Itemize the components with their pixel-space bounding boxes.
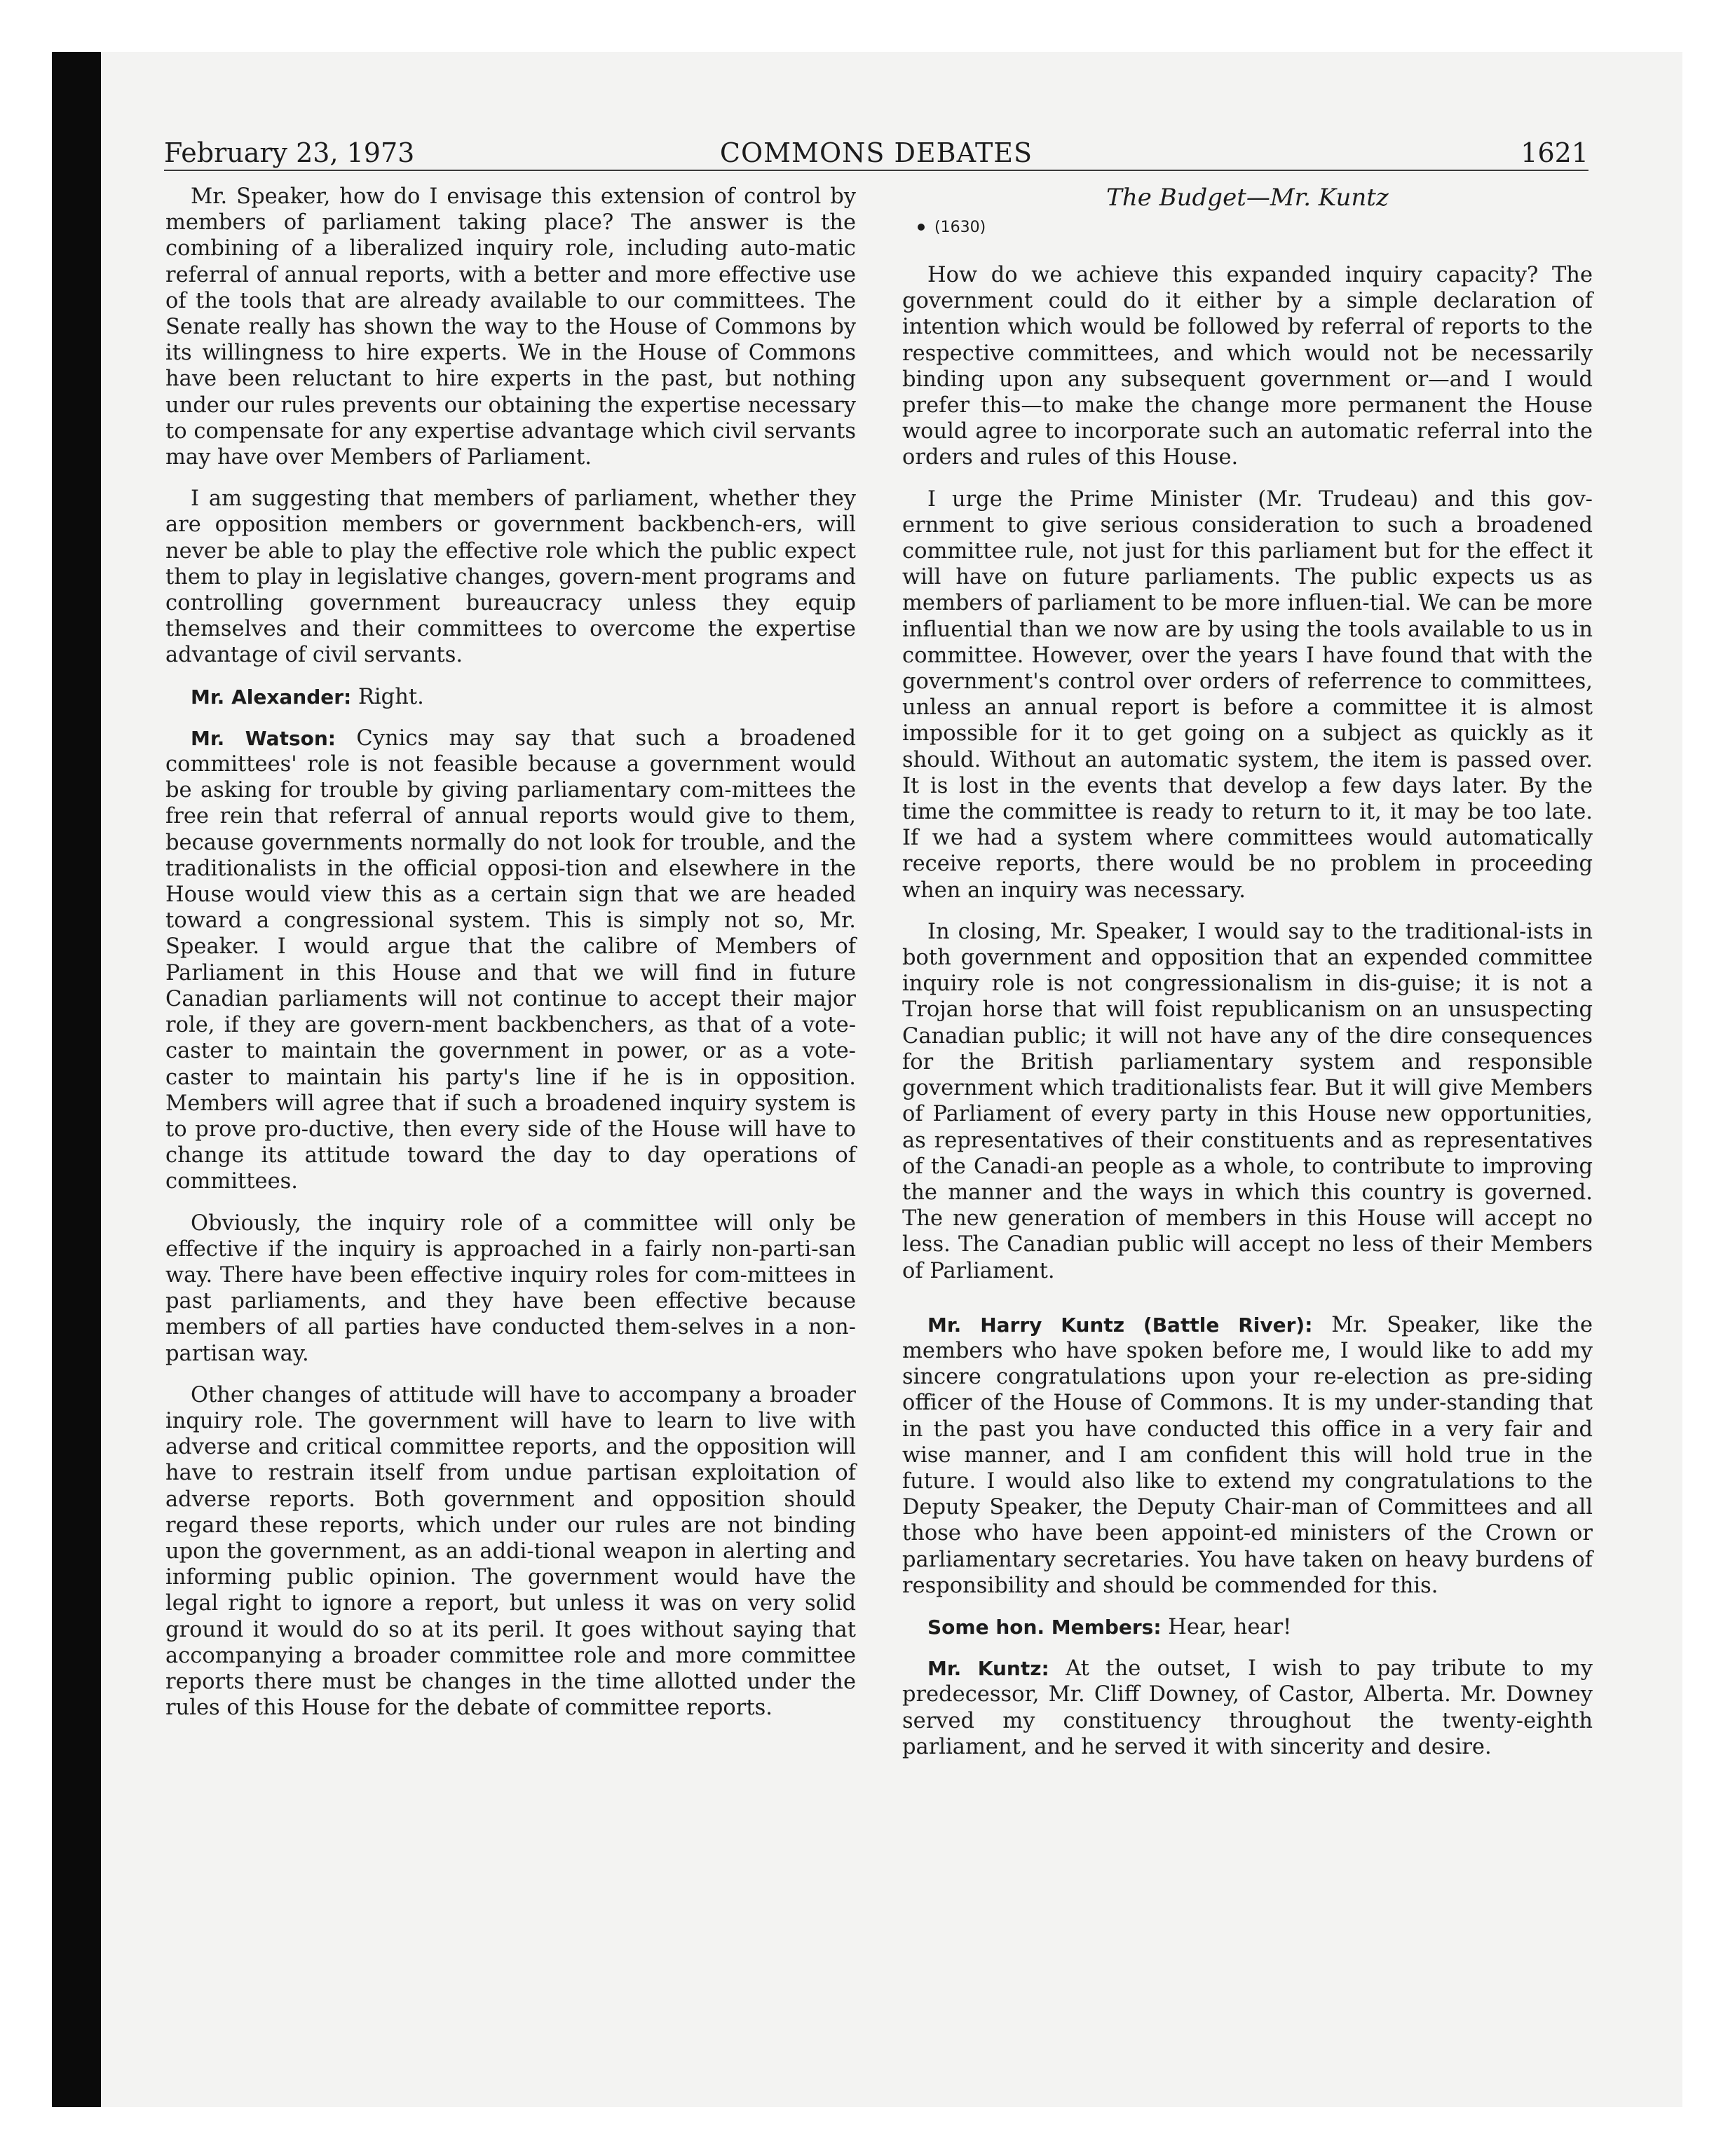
bullet-icon xyxy=(918,224,925,231)
speech-text: Right. xyxy=(358,684,424,709)
paragraph: Obviously, the inquiry role of a committee will only be effective if the inquiry is approached in a fairly non-parti-san way. There have been effective inquiry roles for com-mittees in past parliaments, and they have been effective because members of all parties have conducted them-selves in a non-partisan way. xyxy=(165,1210,856,1366)
speaker-name: Mr. Alexander: xyxy=(191,685,352,709)
page-header xyxy=(164,136,1588,171)
paragraph: Mr. Speaker, how do I envisage this extension of control by members of parliament taking place? The answer is the combining of a liberalized inquiry role, including auto-matic referral of annual reports, with a better and more effective use of the tools that are already available to our committees. The Senate really has shown the way to the House of Commons by its willingness to hire experts. We in the House of Commons have been reluctant to hire experts in the past, but nothing under our rules prevents our obtaining the expertise necessary to compensate for any expertise advantage which civil servants may have over Members of Parliament. xyxy=(165,184,856,470)
right-column xyxy=(902,184,1593,1775)
paragraph: I urge the Prime Minister (Mr. Trudeau) and this gov-ernment to give serious consideration to such a broadened committee rule, not just for this parliament but for the effect it will have on future parliaments. The public expects us as members of parliament to be more influen-tial. We can be more influential than we now are by using the tools available to us in committee. However, over the years I have found that with the government's control over orders of referrence to committees, unless an annual report is before a committee it is almost impossible for it to get going on a subject as quickly as it should. Without an automatic system, the item is passed over. It is lost in the events that develop a few days later. By the time the committee is ready to return to it, it may be too late. If we had a system where committees would automatically receive reports, there would be no problem in proceeding when an inquiry was necessary. xyxy=(902,486,1593,903)
speaker-paragraph xyxy=(165,684,856,710)
header-date: February 23, 1973 xyxy=(164,137,415,168)
time-stamp-text: (1630) xyxy=(934,219,986,236)
speaker-paragraph xyxy=(902,1614,1593,1640)
speech-text: Cynics may say that such a broadened committees' role is not feasible because a government would be asking for trouble by giving parliamentary com-mittees the free rein that referral of annual reports would give to them, because governments normally do not look for trouble, and the traditionalists in the official opposi-tion and elsewhere in the House would view this as a certain sign that we are headed toward a congressional system. This is simply not so, Mr. Speaker. I would argue that the calibre of Members of Parliament in this House and that we will find in future Canadian parliaments will not continue to accept their major role, if they are govern-ment backbenchers, as that of a vote-caster to maintain the government in power, or as a vote-caster to maintain his party's line if he is in opposition. Members will agree that if such a broadened inquiry system is to prove pro-ductive, then every side of the House will have to change its attitude toward the day to day operations of committees. xyxy=(165,725,856,1194)
speaker-paragraph xyxy=(165,725,856,1195)
speech-text: Hear, hear! xyxy=(1168,1614,1292,1639)
speaker-name: Mr. Harry Kuntz (Battle River): xyxy=(927,1313,1313,1337)
speech-text: At the outset, I wish to pay tribute to my predecessor, Mr. Cliff Downey, of Castor, Alberta. Mr. Downey served my constituency throughout the twenty-eighth parliament, and he served it with sincerity and desire. xyxy=(902,1656,1593,1759)
scan-binding-edge xyxy=(52,52,101,2107)
paragraph: I am suggesting that members of parliament, whether they are opposition members or government backbench-ers, will never be able to play the effective role which the public expect them to play in legislative changes, govern-ment programs and controlling government bureaucracy unless they equip themselves and their committees to overcome the expertise advantage of civil servants. xyxy=(165,486,856,668)
speaker-name: Some hon. Members: xyxy=(927,1615,1162,1639)
running-head: The Budget—Mr. Kuntz xyxy=(1106,184,1389,212)
publication-title: COMMONS DEBATES xyxy=(719,137,1033,168)
speaker-paragraph xyxy=(902,1312,1593,1599)
speech-text: Mr. Speaker, like the members who have spoken before me, I would like to add my sincere congratulations upon your re-election as pre-siding officer of the House of Commons. It is my under-standing that in the past you have conducted this office in a very fair and wise manner, and I am confident this will hold true in the future. I would also like to extend my congratulations to the Deputy Speaker, the Deputy Chair-man of Committees and all those who have been appoint-ed ministers of the Crown or parliamentary secretaries. You have taken on heavy burdens of responsibility and should be commended for this. xyxy=(902,1312,1593,1598)
page-number: 1621 xyxy=(1520,137,1588,168)
paragraph: Other changes of attitude will have to accompany a broader inquiry role. The government will have to learn to live with adverse and critical committee reports, and the opposition will have to restrain itself from undue partisan exploitation of adverse reports. Both government and opposition should regard these reports, which under our rules are not binding upon the government, as an addi-tional weapon in alerting and informing public opinion. The government would have the legal right to ignore a report, but unless it was on very solid ground it would do so at its peril. It goes without saying that accompanying a broader committee role and more committee reports there must be changes in the time allotted under the rules of this House for the debate of committee reports. xyxy=(165,1382,856,1721)
speaker-paragraph xyxy=(902,1656,1593,1760)
speaker-name: Mr. Kuntz: xyxy=(927,1657,1049,1681)
time-stamp xyxy=(902,217,1593,238)
left-column xyxy=(165,184,856,1736)
paragraph: In closing, Mr. Speaker, I would say to the traditional-ists in both government and opposition that an expended committee inquiry role is not congressionalism in dis-guise; it is not a Trojan horse that will foist republicanism on an unsuspecting Canadian public; it will not have any of the dire consequences for the British parliamentary system and responsible government which traditionalists fear. But it will give Members of Parliament of every party in this House new opportunities, as representatives of their constituents and as representatives of the Canadi-an people as a whole, to contribute to improving the manner and the ways in which this country is governed. The new generation of members in this House will accept no less. The Canadian public will accept no less of their Members of Parliament. xyxy=(902,919,1593,1283)
speaker-name: Mr. Watson: xyxy=(191,726,336,750)
paragraph: How do we achieve this expanded inquiry capacity? The government could do it either by a simple declaration of intention which would be followed by referral of reports to the respective committees, and which would not be necessarily binding upon any subsequent government or—and I would prefer this—to make the change more permanent the House would agree to incorporate such an automatic referral into the orders and rules of this House. xyxy=(902,263,1593,470)
